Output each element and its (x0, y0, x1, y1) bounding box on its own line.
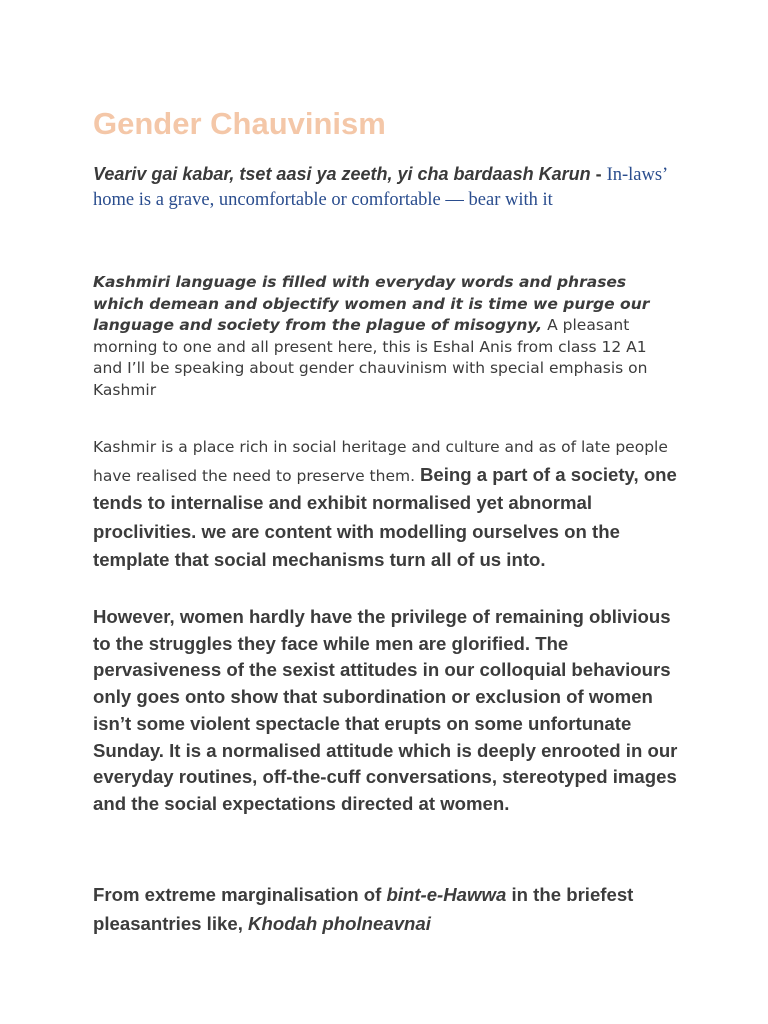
heritage-lead-text: Kashmir is a place rich in social heritage and culture and as of late people have realised the need to preserve them. (93, 438, 668, 485)
privilege-paragraph: However, women hardly have the privilege of remaining oblivious to the struggles they face while men are glorified. The pervasiveness of the sexist attitudes in our colloquial behaviours only goes onto show that subordination or exclusion of women isn’t some violent spectacle that erupts on some unfortunate Sunday. It is a normalised attitude which is deeply enrooted in our everyday routines, off-the-cuff conversations, stereotyped images and the social expectations directed at women. (93, 606, 678, 814)
marginalisation-text-2: in the briefest pleasantries like, (93, 884, 634, 934)
kashmiri-proverb (93, 162, 678, 213)
heritage-bold-text: Being a part of a society, one tends to internalise and exhibit normalised yet abnormal proclivities. we are content with modelling ourselves on the template that social mechanisms turn all of us into. (93, 463, 677, 571)
intro-emphasis: Kashmiri language is filled with everyday words and phrases which demean and objectify women and it is time we purge our language and society from the plague of misogyny, (93, 273, 650, 335)
marginalisation-text-1: From extreme marginalisation of (93, 884, 387, 905)
page-title: Gender Chauvinism (93, 106, 386, 141)
marginalisation-paragraph (93, 882, 678, 939)
intro-greeting: A pleasant morning to one and all present here, this is Eshal Anis from class 12 A1 and I’ll be speaking about gender chauvinism with special emphasis on Kashmir (93, 316, 648, 399)
marginalisation-italic-1: bint-e-Hawwa (386, 884, 507, 905)
proverb-separator: - (590, 164, 607, 184)
intro-paragraph (93, 272, 678, 402)
document-page (93, 0, 683, 1024)
heritage-paragraph (93, 434, 678, 576)
proverb-translation: In-laws’ home is a grave, uncomfortable or comfortable — bear with it (93, 165, 667, 210)
proverb-kashmiri-text: Veariv gai kabar, tset aasi ya zeeth, yi cha bardaash Karun (93, 164, 591, 184)
marginalisation-italic-2: Khodah pholneavnai (248, 912, 431, 934)
